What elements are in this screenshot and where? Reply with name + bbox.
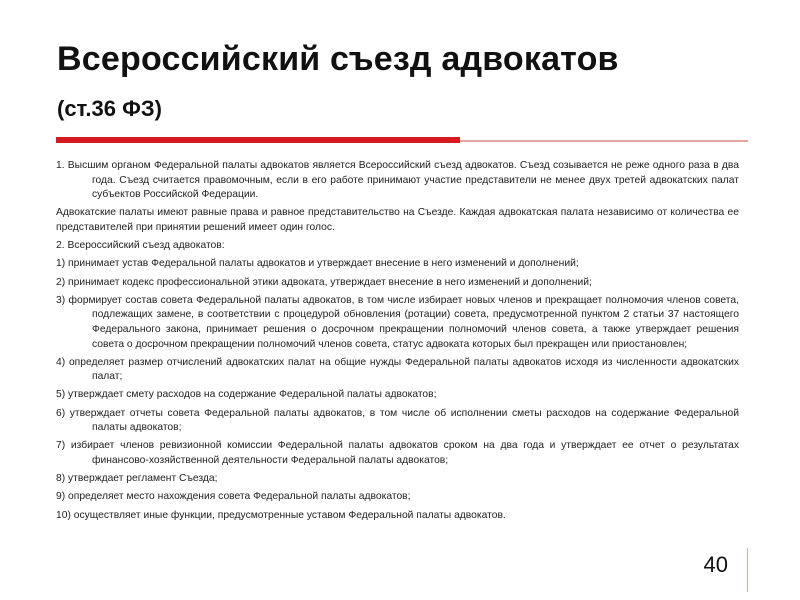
page-number-divider: [747, 548, 748, 592]
page-number: 40: [703, 552, 728, 577]
list-item-3: 3) формирует состав совета Федеральной палаты адвокатов, в том числе избирает новых членов и прекращает полномочия членов совета, подлежащих замене, в соответствии с процедурой обновления (ротации) совета, предусмотренной пунктом 2 статьи 37 настоящего Федерального закона, принимает решения о досрочном прекращении полномочий членов совета, а также утверждает решения совета о досрочном прекращении полномочий членов совета, статус адвоката которых был прекращен или приостановлен;: [56, 294, 739, 350]
paragraph-2: Адвокатские палаты имеют равные права и равное представительство на Съезде. Каждая адвокатская палата независимо от количества ее представителей при принятии решений имеет один голос.: [56, 207, 739, 233]
list-item-8: 8) утверждает регламент Съезда;: [56, 473, 218, 485]
list-item-5: 5) утверждает смету расходов на содержание Федеральной палаты адвокатов;: [56, 389, 437, 401]
paragraph-1: 1. Высшим органом Федеральной палаты адвокатов является Всероссийский съезд адвокатов. Съезд созывается не реже одного раза в два года. Съезд считается правомочным, если в его работе принимают участие представители не менее двух третей адвокатских палат субъектов Российской Федерации.: [56, 160, 739, 201]
body-text: [56, 159, 739, 527]
list-item-1: 1) принимает устав Федеральной палаты адвокатов и утверждает внесение в него изменений и дополнений;: [56, 258, 579, 270]
list-item-6: 6) утверждает отчеты совета Федеральной палаты адвокатов, в том числе об исполнении сметы расходов на содержание Федеральной палаты адвокатов;: [56, 407, 739, 434]
list-item-9: 9) определяет место нахождения совета Федеральной палаты адвокатов;: [56, 491, 411, 503]
list-item-2: 2) принимает кодекс профессиональной этики адвоката, утверждает внесение в него изменений и дополнений;: [56, 276, 592, 288]
slide-subtitle: (ст.36 ФЗ): [57, 96, 162, 121]
paragraph-3: 2. Всероссийский съезд адвокатов:: [56, 240, 225, 252]
list-item-4: 4) определяет размер отчислений адвокатских палат на общие нужды Федеральной палаты адвокатов исходя из численности адвокатских палат;: [56, 356, 739, 383]
list-item-7: 7) избирает членов ревизионной комиссии Федеральной палаты адвокатов сроком на два года и утверждает ее отчет о результатах финансово-хозяйственной деятельности Федеральной палаты адвокатов;: [56, 440, 739, 467]
slide-title: Всероссийский съезд адвокатов: [57, 40, 619, 78]
title-underline-accent: [56, 137, 460, 143]
title-underline-light: [460, 140, 748, 142]
list-item-10: 10) осуществляет иные функции, предусмотренные уставом Федеральной палаты адвокатов.: [56, 509, 506, 521]
